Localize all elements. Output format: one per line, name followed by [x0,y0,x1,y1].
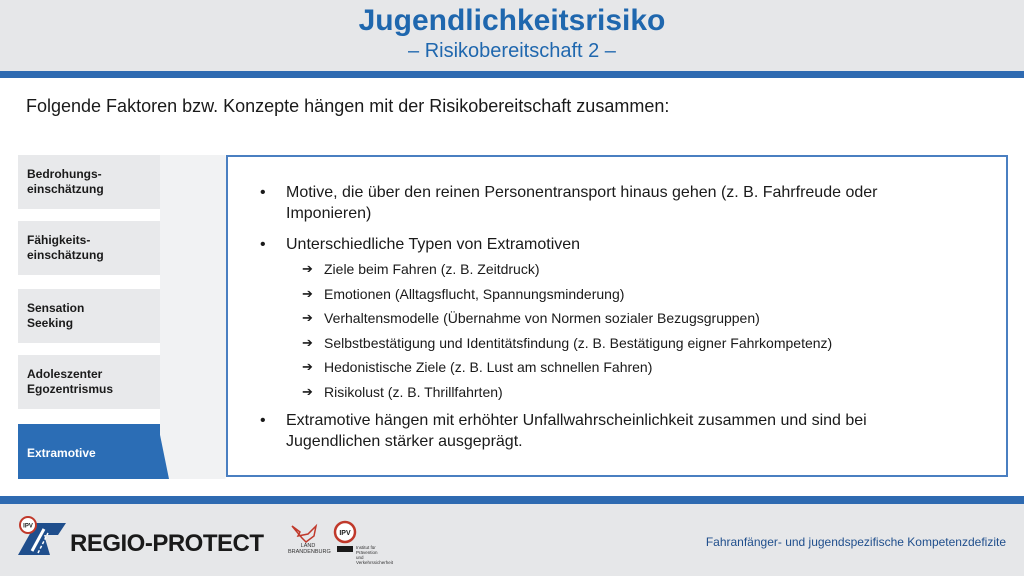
bullet-text-line1: Unterschiedliche Typen von Extramotiven [286,236,581,253]
brand-line1: LAND [300,543,316,549]
ipv-line1: Institut für Prävention [356,545,378,555]
sub-item-text: Risikolust (z. B. Thrillfahrten) [324,383,503,400]
sub-item-text: Emotionen (Alltagsflucht, Spannungsminderung) [324,285,625,302]
step-adoleszenter-egozentrismus[interactable] [18,355,160,409]
step-extramotive-active[interactable] [18,424,160,479]
sub-item [258,331,978,356]
sub-item [258,282,978,307]
step-faehigkeitseinschaetzung[interactable] [18,221,160,275]
sub-item [258,380,978,405]
arrow-right-icon: ➔ [302,285,313,301]
step-label-line1: Extramotive [27,446,96,460]
step-label-line2: Egozentrismus [27,382,114,396]
logo-badge-text: IPV [23,523,33,530]
step-label-line2: einschätzung [27,182,104,196]
sub-item-text: Ziele beim Fahren (z. B. Zeitdruck) [324,261,540,277]
bullet-text-line2: Jugendlichen stärker ausgeprägt. [286,433,523,450]
bullet-item [258,410,978,452]
footer-caption: Fahranfänger- und jugendspezifische Kompetenzdefizite [705,535,1006,549]
intro-text: Folgende Faktoren bzw. Konzepte hängen mit der Risikobereitschaft zusammen: [26,96,670,116]
arrow-right-icon: ➔ [302,310,313,325]
bullet-text-line1: Motive, die über den reinen Personentransport hinaus gehen (z. B. Fahrfreude oder [286,184,878,201]
regio-protect-logo-icon [14,515,70,559]
bullet-dot-icon: • [260,236,266,253]
step-bedrohungseinschaetzung[interactable] [18,155,160,209]
step-label-line2: einschätzung [27,248,104,262]
sub-item-text: Verhaltensmodelle (Übernahme von Normen sozialer Bezugsgruppen) [324,310,760,326]
arrow-right-icon: ➔ [302,334,313,350]
ipv-badge-text: IPV [339,530,351,537]
bullet-item [258,182,978,224]
page-subtitle: – Risikobereitschaft 2 – [408,40,616,62]
arrow-right-icon: ➔ [302,359,313,374]
ipv-line2: und Verkehrssicherheit [356,555,394,565]
brand-line2: BRANDENBURG [288,549,331,555]
bullet-text-line1: Extramotive hängen mit erhöhter Unfallwahrscheinlichkeit zusammen und sind bei [286,412,867,429]
header-divider [0,71,1024,78]
ipv-subtitle [356,545,394,565]
sub-item-text: Selbstbestätigung und Identitätsfindung (z. B. Bestätigung eigner Fahrkompetenz) [324,334,833,351]
step-label-line1: Fähigkeits- [27,233,91,247]
step-sensation-seeking[interactable] [18,289,160,343]
page-title: Jugendlichkeitsrisiko [358,4,666,37]
bullet-list [258,182,978,452]
footer-divider [0,496,1024,504]
brand-text [288,543,331,555]
sub-item [258,306,978,331]
bullet-dot-icon: • [260,412,266,429]
step-label-line1: Adoleszenter [27,367,103,381]
bullet-item [258,234,978,255]
bullet-dot-icon: • [260,184,266,201]
bullet-text-line2: Imponieren) [286,205,372,222]
arrow-right-icon: ➔ [302,261,313,276]
step-label-line2: Seeking [27,316,74,330]
sub-item [258,355,978,380]
step-label-line1: Bedrohungs- [27,167,102,181]
sub-item-text: Hedonistische Ziele (z. B. Lust am schnellen Fahren) [324,359,653,375]
logo-text: REGIO-PROTECT [70,530,264,557]
content-box [226,155,1008,477]
sub-item [258,257,978,282]
arrow-right-icon: ➔ [302,383,313,399]
step-label-line1: Sensation [27,301,85,315]
header [0,0,1024,72]
